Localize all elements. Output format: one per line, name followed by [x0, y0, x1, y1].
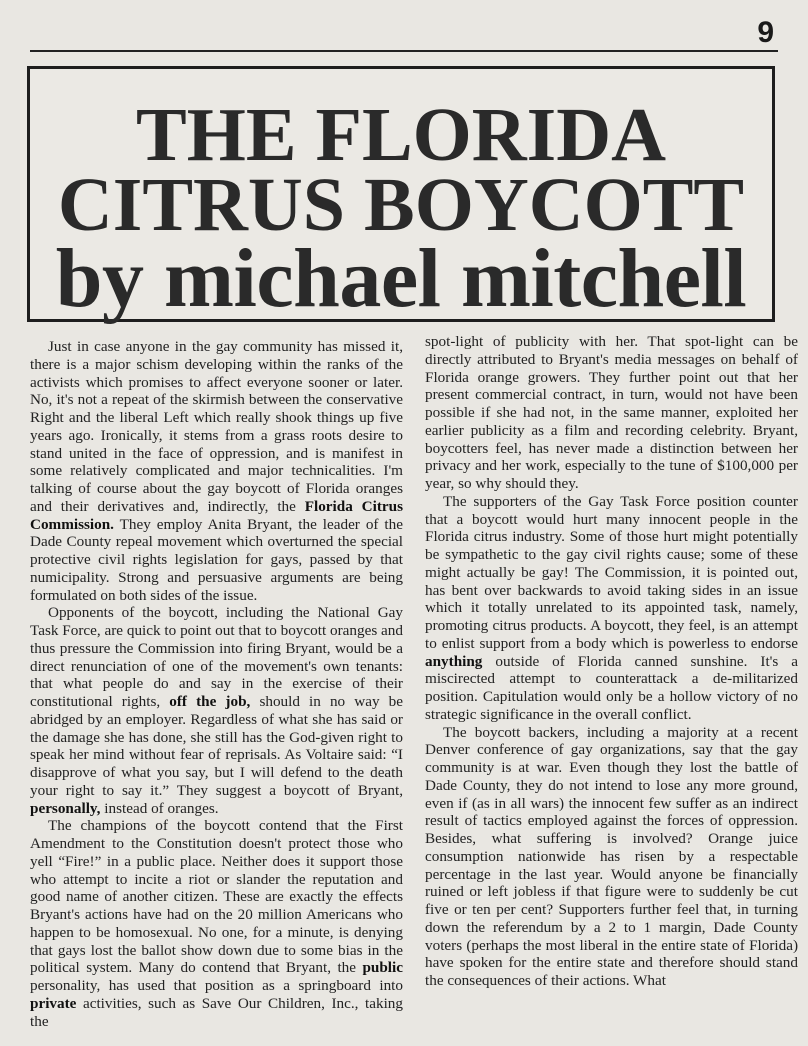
right-column [425, 333, 798, 990]
page-number: 9 [757, 16, 774, 49]
paragraph: Just in case anyone in the gay community has missed it, there is a major schism developing within the ranks of the activists which promises to affect everyone sooner or later. No, it's not a repeat of the skirmish between the conservative Right and the liberal Left which really shook things up five years ago. Ironically, it stems from a grass roots desire to stand united in the face of oppression, and is manifest in some relatively complicated and major technicalities. I'm talking of course about the gay boycott of Florida oranges and their derivatives and, indirectly, the Florida Citrus Commission. They employ Anita Bryant, the leader of the Dade County repeal movement which overturned the special protective civil rights legislation for gays, passed by that numicipality. Strong and persuasive arguments are being formulated on both sides of the issue. [30, 338, 403, 604]
left-column [30, 338, 403, 1030]
article-title-box [27, 66, 775, 325]
article-title-line-2: CITRUS BOYCOTT [57, 163, 745, 247]
paragraph: The champions of the boycott contend that the First Amendment to the Constitution doesn't protect those who yell “Fire!” in a public place. Neither does it support those who attempt to incite a riot or slander the reputation and good name of another citizen. These are exactly the effects Bryant's actions have had on the 20 million Americans who happen to be homosexual. No one, for a minute, is denying that gays lost the ballot show down due to some bias in the political system. Many do contend that Bryant, the public personality, has used that position as a springboard into private activities, such as Save Our Children, Inc., taking the [30, 817, 403, 1030]
paragraph: Opponents of the boycott, including the National Gay Task Force, are quick to point out that to boycott oranges and thus pressure the Commission into firing Bryant, would be a direct renunciation of one of the movement's own tenants: that what people do and say in the exercise of their constitutional rights, off the job, should in no way be abridged by an employer. Regardless of what she has said or the damage she has done, she still has the God-given right to speak her mind without fear of reprisals. As Voltaire said: “I disapprove of what you say, but I will defend to the death your right to say it.” They suggest a boycott of Bryant, personally, instead of oranges. [30, 604, 403, 817]
paragraph: spot-light of publicity with her. That spot-light can be directly attributed to Bryant's media messages on behalf of Florida orange growers. They further point out that her present commercial contract, in turn, would not have been possible if she had not, in the same manner, exploited her earlier publicity as a film and recording celebrity. Bryant, boycotters feel, has never made a distinction between her privacy and her work, especially to the tune of $100,000 per year, so why should they. [425, 333, 798, 492]
paragraph: The supporters of the Gay Task Force position counter that a boycott would hurt many innocent people in the Florida citrus industry. Some of those hurt might potentially be sympathetic to the gay civil rights cause; some of these might actually be gay! The Commission, it is pointed out, has bent over backwards to avoid taking sides in an issue which it totally unrelated to its appointed task, namely, promoting citrus products. A boycott, they feel, is an attempt to enlist support from a body which is powerless to endorse anything outside of Florida canned sunshine. It's a miscirected attempt to counterattack a de-militarized position. Capitulation would only be a hollow victory of no strategic significance in the overall conflict. [425, 492, 798, 723]
article-byline: by michael mitchell [55, 232, 747, 325]
header-rule [30, 50, 778, 52]
article-title-line-1: THE FLORIDA [136, 93, 666, 177]
paragraph: The boycott backers, including a majority at a recent Denver conference of gay organizations, say that the gay community is at war. Even though they lost the battle of Dade County, they do not intend to lose any more ground, even if (as in all wars) the innocent few suffer as an indirect result of tactics employed against the forces of oppression. Besides, what suffering is involved? Orange juice consumption nationwide has risen by a respectable percentage in the last year. Would anyone be financially ruined or left jobless if that figure were to suddenly be cut five or ten per cent? Supporters further feel that, in turning down the referendum by a 2 to 1 margin, Dade County voters (perhaps the most liberal in the entire state of Florida) have spoken for the entire state and therefore should stand the consequences of their actions. What [425, 723, 798, 989]
